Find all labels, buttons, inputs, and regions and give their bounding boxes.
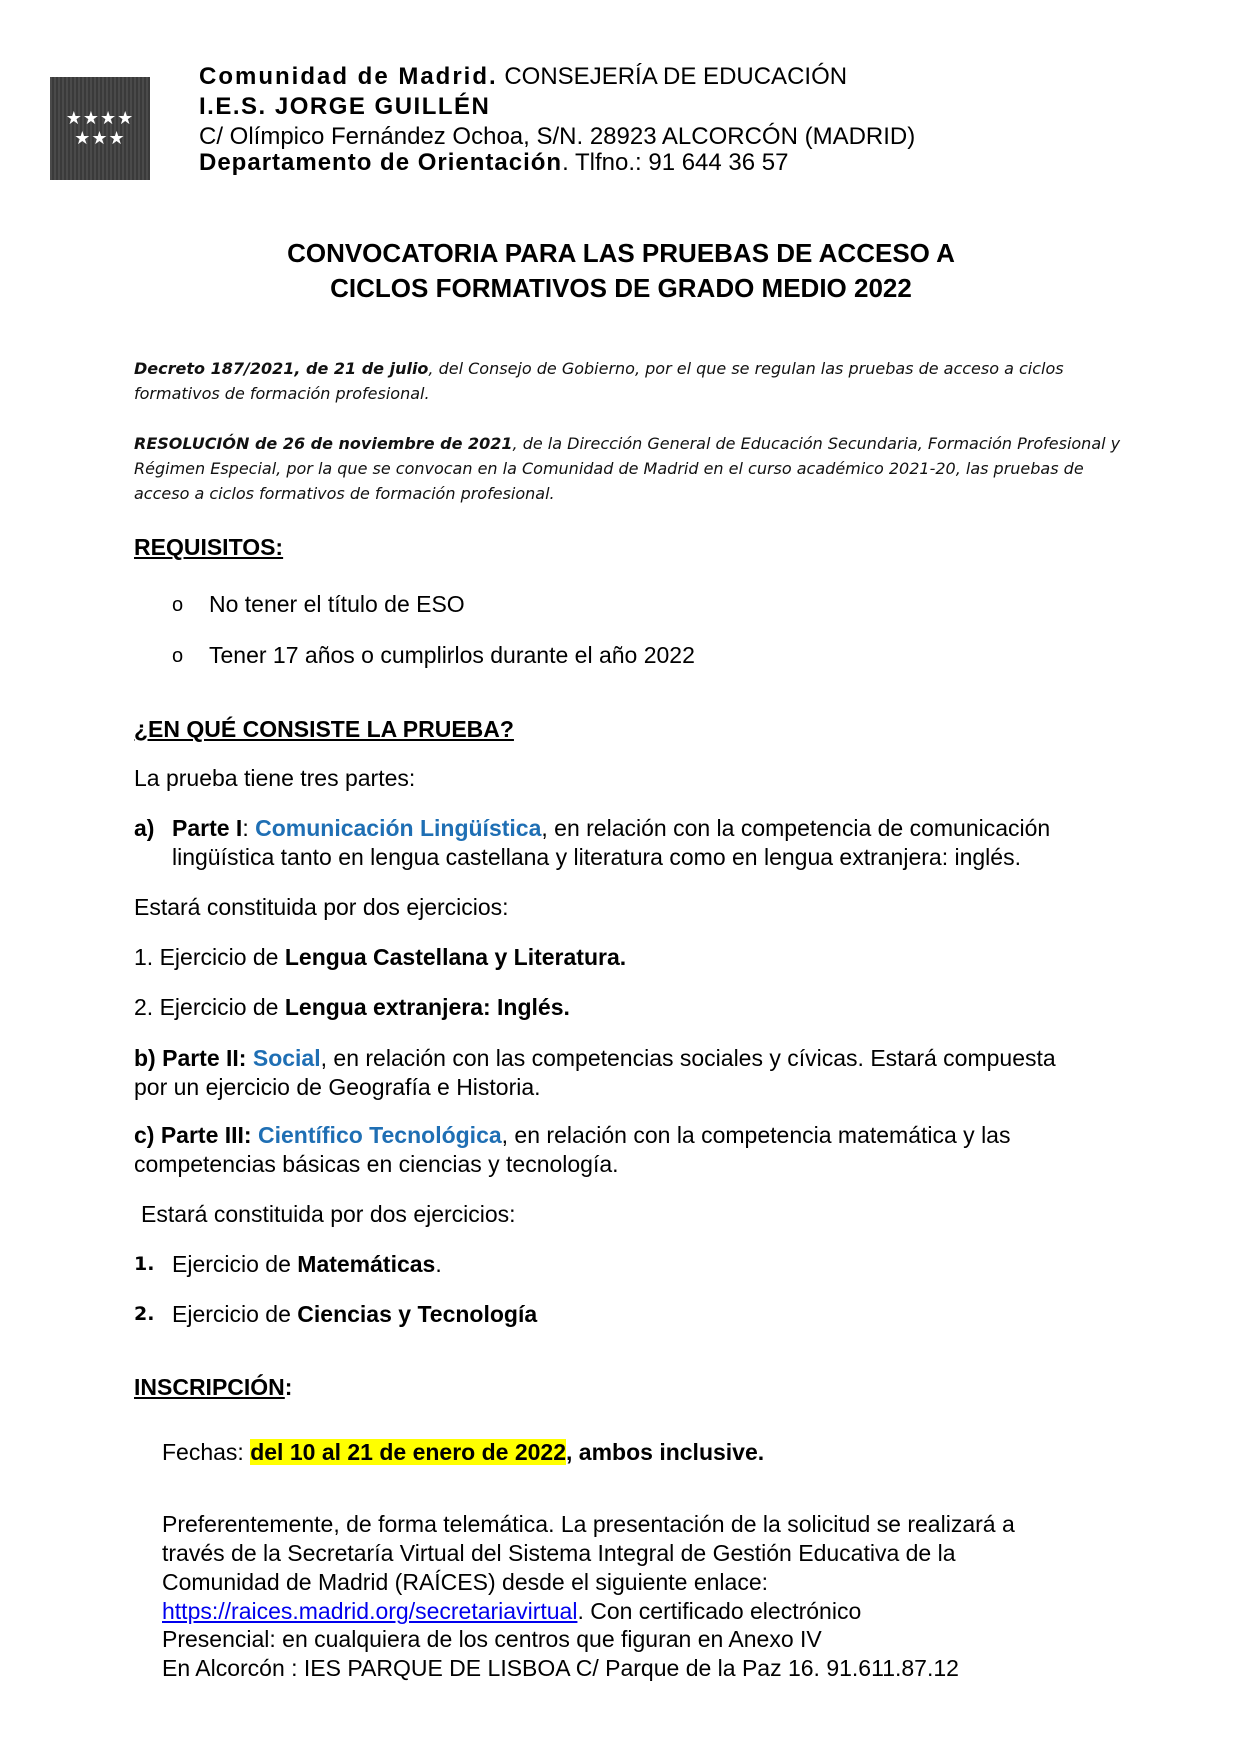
ejercicio-matematicas <box>172 1250 442 1279</box>
comunidad-madrid-logo <box>50 77 150 180</box>
parte-c-label: c) Parte III: <box>134 1122 252 1148</box>
prueba-intro: La prueba tiene tres partes: <box>134 765 416 791</box>
ex2-prefix: 2. Ejercicio de <box>134 994 285 1020</box>
parte-c-rest-1: , en relación con la competencia matemática y las <box>501 1122 1011 1148</box>
logo-stars-bottom: ★★★ <box>74 127 126 149</box>
dept-name: Departamento de Orientación <box>199 149 563 176</box>
prueba-heading: ¿EN QUÉ CONSISTE LA PRUEBA? <box>134 716 514 742</box>
m1-prefix: Ejercicio de <box>172 1251 298 1277</box>
title-line-2: CICLOS FORMATIVOS DE GRADO MEDIO 2022 <box>330 273 912 303</box>
parte-a-text <box>172 814 1050 872</box>
ejercicio-ciencias <box>172 1300 537 1329</box>
marker-a: a) <box>134 815 155 841</box>
title-line-1: CONVOCATORIA PARA LAS PRUEBAS DE ACCESO A <box>287 238 955 268</box>
fechas-label: Fechas: <box>162 1439 251 1465</box>
parte-a-colon: : <box>242 815 249 841</box>
ex2-subject: Lengua extranjera: Inglés. <box>284 994 570 1020</box>
inscripcion-title: INSCRIPCIÓN <box>134 1374 285 1400</box>
consejeria: CONSEJERÍA DE EDUCACIÓN <box>497 63 848 90</box>
parte-b-topic: Social <box>252 1045 321 1071</box>
m1-subject: Matemáticas <box>297 1251 436 1277</box>
requisito-2: Tener 17 años o cumplirlos durante el año 2022 <box>209 642 695 668</box>
school-name: I.E.S. JORGE GUILLÉN <box>199 93 491 120</box>
parte-b-text <box>134 1044 1056 1102</box>
dept-line <box>199 149 915 176</box>
telematica-line-2: través de la Secretaría Virtual del Sistema Integral de Gestión Educativa de la <box>162 1540 956 1566</box>
presencial-line-1: Presencial: en cualquiera de los centros que figuran en Anexo IV <box>162 1626 822 1652</box>
resolution-title: RESOLUCIÓN de 26 de noviembre de 2021 <box>134 434 513 453</box>
bullet-icon: o <box>172 645 184 667</box>
parte-c-rest-2: competencias básicas en ciencias y tecnología. <box>134 1151 619 1177</box>
ex1-prefix: 1. Ejercicio de <box>134 944 285 970</box>
resolution-text-2: Régimen Especial, por la que se convocan en la Comunidad de Madrid en el curso académico 2021-20, las pruebas de <box>134 459 1084 478</box>
m2-subject: Ciencias y Tecnología <box>297 1301 538 1327</box>
document-title <box>0 236 1242 306</box>
telematica-line-3: Comunidad de Madrid (RAÍCES) desde el siguiente enlace: <box>162 1569 768 1595</box>
parte-b-rest-2: por un ejercicio de Geografía e Historia. <box>134 1074 541 1100</box>
telematica-line-1: Preferentemente, de forma telemática. La presentación de la solicitud se realizará a <box>162 1511 1015 1537</box>
certificado-text: . Con certificado electrónico <box>577 1598 862 1624</box>
parte-a-marker <box>134 814 154 843</box>
decree-text-2: formativos de formación profesional. <box>134 384 430 403</box>
ejercicio-cien-number: 2. <box>134 1303 155 1325</box>
fechas-highlight: del 10 al 21 de enero de 2022 <box>250 1439 567 1465</box>
ejercicio-ingles <box>134 993 570 1022</box>
resolution-reference <box>134 431 1144 506</box>
decree-text-1: , del Consejo de Gobierno, por el que se regulan las pruebas de acceso a ciclos <box>428 359 1064 378</box>
org-line <box>199 62 915 92</box>
dos-ejercicios-2: Estará constituida por dos ejercicios: <box>141 1201 516 1227</box>
bullet-icon: o <box>172 594 184 616</box>
decree-reference <box>134 356 1144 406</box>
parte-a-rest-1: , en relación con la competencia de comunicación <box>541 815 1051 841</box>
m2-prefix: Ejercicio de <box>172 1301 298 1327</box>
inscripcion-colon: : <box>284 1374 293 1400</box>
parte-a-rest-2: lingüística tanto en lengua castellana y literatura como en lengua extranjera: inglés. <box>172 844 1021 870</box>
letterhead <box>199 62 915 174</box>
parte-b-label: b) Parte II: <box>134 1045 247 1071</box>
ejercicio-mat-number: 1. <box>134 1253 155 1275</box>
requisitos-heading: REQUISITOS: <box>134 534 284 560</box>
m1-period: . <box>435 1251 442 1277</box>
requisito-1: No tener el título de ESO <box>209 591 465 617</box>
dept-phone: . Tlfno.: 91 644 36 57 <box>562 149 789 176</box>
resolution-text-3: acceso a ciclos formativos de formación profesional. <box>134 484 555 503</box>
presencial-paragraph <box>162 1625 959 1683</box>
raices-link[interactable]: https://raices.madrid.org/secretariavirtual <box>162 1598 578 1624</box>
school-address: C/ Olímpico Fernández Ochoa, S/N. 28923 ALCORCÓN (MADRID) <box>199 123 916 150</box>
inscripcion-heading <box>134 1373 292 1402</box>
resolution-text-1: , de la Dirección General de Educación Secundaria, Formación Profesional y <box>512 434 1121 453</box>
telematica-paragraph <box>162 1510 1015 1626</box>
org-name: Comunidad de Madrid. <box>199 63 498 90</box>
ex1-subject: Lengua Castellana y Literatura. <box>284 944 627 970</box>
parte-a-topic: Comunicación Lingüística <box>255 815 542 841</box>
fechas-suffix: , ambos inclusive. <box>566 1439 765 1465</box>
ejercicio-lengua <box>134 943 626 972</box>
logo-stars-top: ★★★★ <box>65 107 135 129</box>
parte-a-label: Parte I <box>172 815 243 841</box>
dos-ejercicios-1: Estará constituida por dos ejercicios: <box>134 894 509 920</box>
parte-b-rest-1: , en relación con las competencias sociales y cívicas. Estará compuesta <box>320 1045 1056 1071</box>
presencial-line-2: En Alcorcón : IES PARQUE DE LISBOA C/ Parque de la Paz 16. 91.611.87.12 <box>162 1655 959 1681</box>
decree-title: Decreto 187/2021, de 21 de julio <box>134 359 429 378</box>
parte-c-text <box>134 1121 1010 1179</box>
fechas-line <box>162 1438 764 1467</box>
parte-c-topic: Científico Tecnológica <box>258 1122 502 1148</box>
